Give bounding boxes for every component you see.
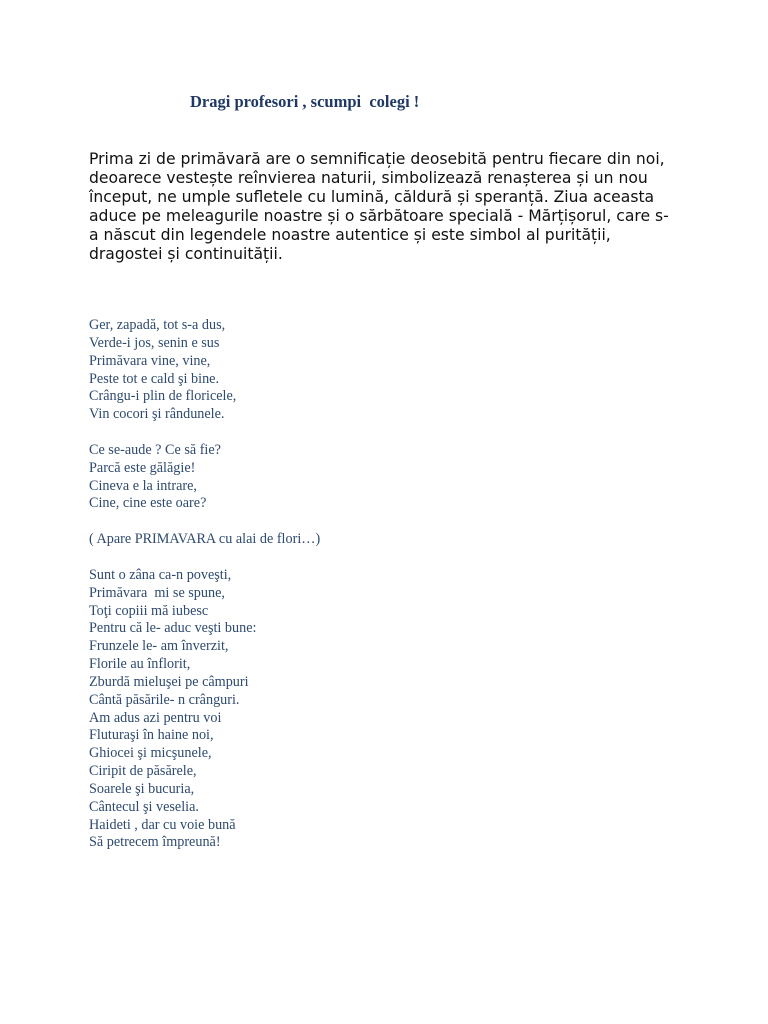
poem-stanza-2 <box>89 442 320 513</box>
intro-line: deoarece vestește reînvierea naturii, simbolizează renașterea și un nou <box>89 169 648 187</box>
stage-direction <box>89 531 320 549</box>
poem-line: Haideti , dar cu voie bună <box>89 816 236 833</box>
poem-line: Pentru că le- aduc veşti bune: <box>89 620 257 637</box>
poem-line: Crângu-i plin de floricele, <box>89 388 237 405</box>
intro-line: aduce pe meleagurile noastre și o sărbătoare specială - Mărțișorul, care s- <box>89 207 669 225</box>
poem-line: Cântă păsările- n crânguri. <box>89 691 240 708</box>
poem-line: Ger, zapadă, tot s-a dus, <box>89 317 226 333</box>
poem-line: Cântecul şi veselia. <box>89 798 199 815</box>
poem-line: Să petrecem împreună! <box>89 834 221 851</box>
poem-line: Florile au înflorit, <box>89 656 191 673</box>
poem-stanza-1 <box>89 317 320 424</box>
poem-line: Frunzele le- am înverzit, <box>89 638 229 655</box>
intro-line: început, ne umple sufletele cu lumină, căldură și speranță. Ziua aceasta <box>89 188 655 206</box>
poem-line: Parcă este gălăgie! <box>89 459 196 476</box>
poem-line: Vin cocori şi rândunele. <box>89 406 225 423</box>
poem-line: Soarele şi bucuria, <box>89 780 195 797</box>
poem-line: Zburdă mieluşei pe câmpuri <box>89 673 249 690</box>
poem-stanza-3 <box>89 567 320 853</box>
intro-line: Prima zi de primăvară are o semnificație deosebită pentru fiecare din noi, <box>89 150 665 168</box>
poem-line: Cineva e la intrare, <box>89 477 197 494</box>
poem-line: Am adus azi pentru voi <box>89 709 222 726</box>
poem-line: Fluturaşi în haine noi, <box>89 727 214 744</box>
stage-direction-text: ( Apare PRIMAVARA cu alai de flori…) <box>89 531 321 548</box>
poem-line: Ce se-aude ? Ce să fie? <box>89 441 221 458</box>
intro-line: dragostei și continuității. <box>89 245 283 263</box>
document-title: Dragi profesori , scumpi colegi ! <box>190 92 420 111</box>
poem <box>89 317 320 870</box>
poem-line: Toţi copiii mă iubesc <box>89 602 209 619</box>
poem-line: Ghiocei şi micşunele, <box>89 745 212 762</box>
intro-paragraph <box>89 150 689 264</box>
poem-line: Peste tot e cald şi bine. <box>89 370 220 387</box>
poem-line: Verde-i jos, senin e sus <box>89 334 220 351</box>
poem-line: Cine, cine este oare? <box>89 495 207 512</box>
intro-line: a născut din legendele noastre autentice și este simbol al purității, <box>89 226 611 244</box>
poem-line: Primăvara vine, vine, <box>89 352 211 369</box>
poem-line: Sunt o zâna ca-n poveşti, <box>89 566 232 583</box>
poem-line: Ciripit de păsărele, <box>89 763 197 780</box>
poem-line: Primăvara mi se spune, <box>89 584 225 601</box>
